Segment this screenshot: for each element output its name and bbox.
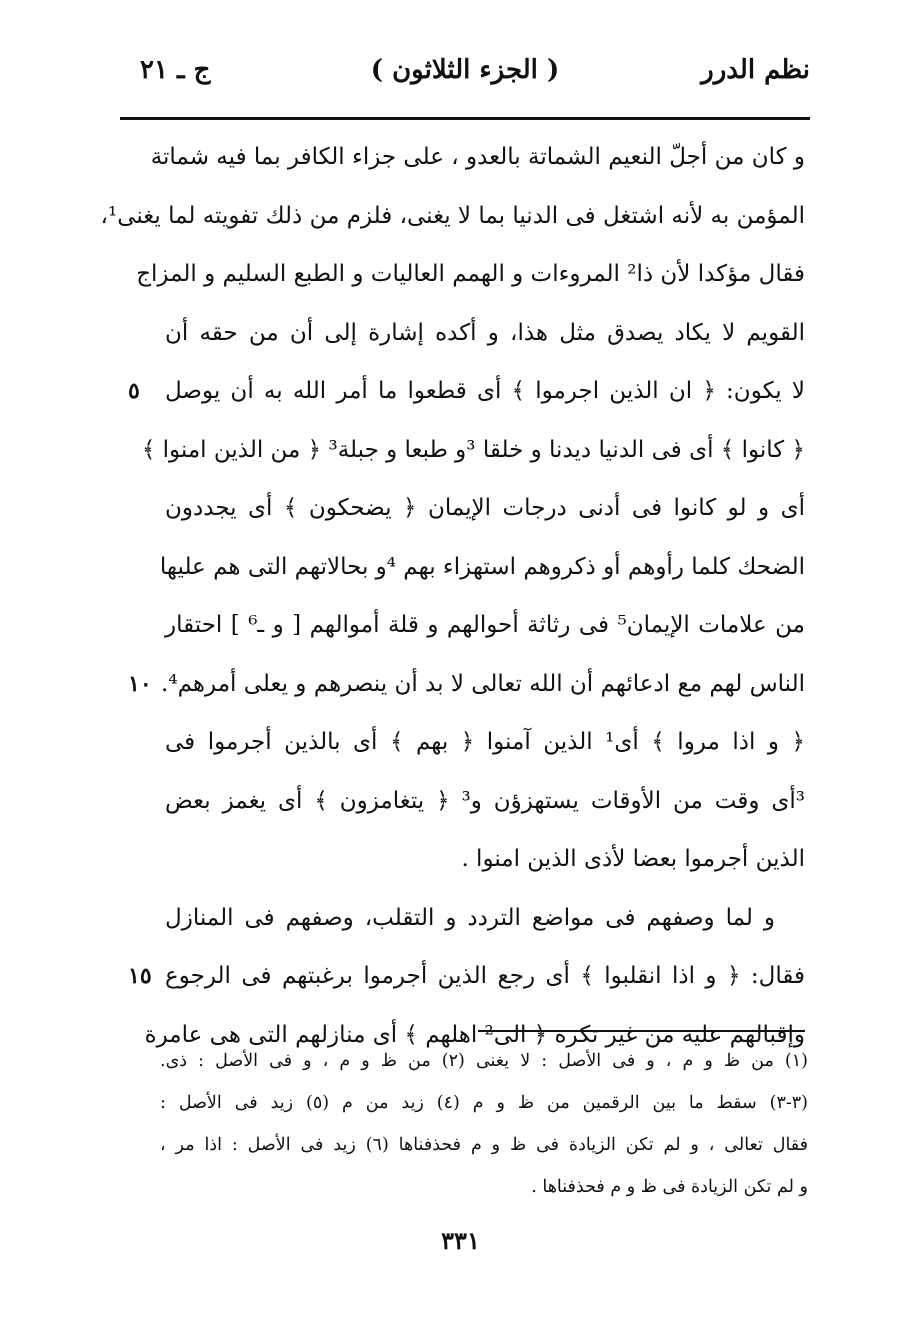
text-line: فقال: ﴿ و اذا انقلبوا ﴾ أى رجع الذين أجرموا برغبتهم فى الرجوع: [165, 963, 805, 989]
text-line: و كان من أجلّ النعيم الشماتة بالعدو ، على جزاء الكافر بما فيه شماتة: [150, 144, 805, 170]
footnote-line: و لم تكن الزيادة فى ظ و م فحذفناها .: [531, 1177, 808, 1197]
text-line: الضحك كلما رأوهم أو ذكروهم استهزاء بهم ⁴و بحالاتهم التى هم عليها: [159, 553, 805, 580]
volume-number: ج ـ ٢١: [140, 55, 211, 85]
text-line: المؤمن به لأنه اشتغل فى الدنيا بما لا يغنى، فلزم من ذلك تفويته لما يغنى¹،: [100, 202, 805, 229]
text-line: و لما وصفهم فى مواضع التردد و التقلب، وصفهم فى المنازل: [165, 904, 775, 931]
text-line: فقال مؤكدا لأن ذا² المروءات و الهمم العاليات و الطبع السليم و المزاج: [136, 261, 805, 287]
text-line: من علامات الإيمان⁵ فى رثاثة أحوالهم و قلة أموالهم [ و ـ⁶ ] احتقار: [165, 612, 805, 638]
footnotes: [160, 1040, 808, 1208]
margin-line-number: ١٠: [128, 670, 152, 697]
footnote-line: (١) من ظ و م ، و فى الأصل : لا يغنى (٢) من ظ و م ، و فى الأصل : ذى.: [160, 1051, 808, 1071]
footnote-line: (٣-٣) سقط ما بين الرقمين من ظ و م (٤) زيد من م (٥) زيد فى الأصل :: [160, 1093, 808, 1113]
text-line: ﴿ و اذا مروا ﴾ أى¹ الذين آمنوا ﴿ بهم ﴾ أى بالذين أجرموا فى: [165, 729, 805, 755]
text-line: لا يكون: ﴿ ان الذين اجرموا ﴾ أى قطعوا ما أمر الله به أن يوصل: [165, 378, 805, 404]
running-header: [120, 55, 810, 105]
footnote-line: فقال تعالى ، و لم تكن الزيادة فى ظ و م فحذفناها (٦) زيد فى الأصل : اذا مر ،: [160, 1135, 808, 1155]
text-line: الذين أجرموا بعضا لأذى الذين امنوا .: [461, 846, 805, 872]
book-title: نظم الدرر: [701, 55, 810, 85]
page-number: ٣٣١: [441, 1226, 480, 1255]
margin-line-number: ٥: [128, 378, 140, 404]
footnote-rule: [478, 1030, 805, 1032]
text-line: القويم لا يكاد يصدق مثل هذا، و أكده إشارة إلى أن من حقه أن: [165, 319, 805, 346]
text-line: الناس لهم مع ادعائهم أن الله تعالى لا بد أن ينصرهم و يعلى أمرهم⁴.: [161, 670, 805, 697]
part-title: ( الجزء الثلاثون ): [370, 55, 560, 85]
text-line: ³أى وقت من الأوقات يستهزؤن و³ ﴿ يتغامزون ﴾ أى يغمز بعض: [165, 787, 805, 814]
margin-line-number: ١٥: [128, 963, 152, 989]
text-line: أى و لو كانوا فى أدنى درجات الإيمان ﴿ يضحكون ﴾ أى يجددون: [165, 495, 805, 521]
text-line: ﴿ كانوا ﴾ أى فى الدنيا ديدنا و خلقا ³و طبعا و جبلة³ ﴿ من الذين امنوا ﴾: [141, 436, 805, 463]
text-line: وإقبالهم عليه من غير تكره ﴿ الى² اهلهم ﴾ أى منازلهم التى هى عامرة: [144, 1021, 805, 1048]
header-rule: [120, 117, 810, 120]
